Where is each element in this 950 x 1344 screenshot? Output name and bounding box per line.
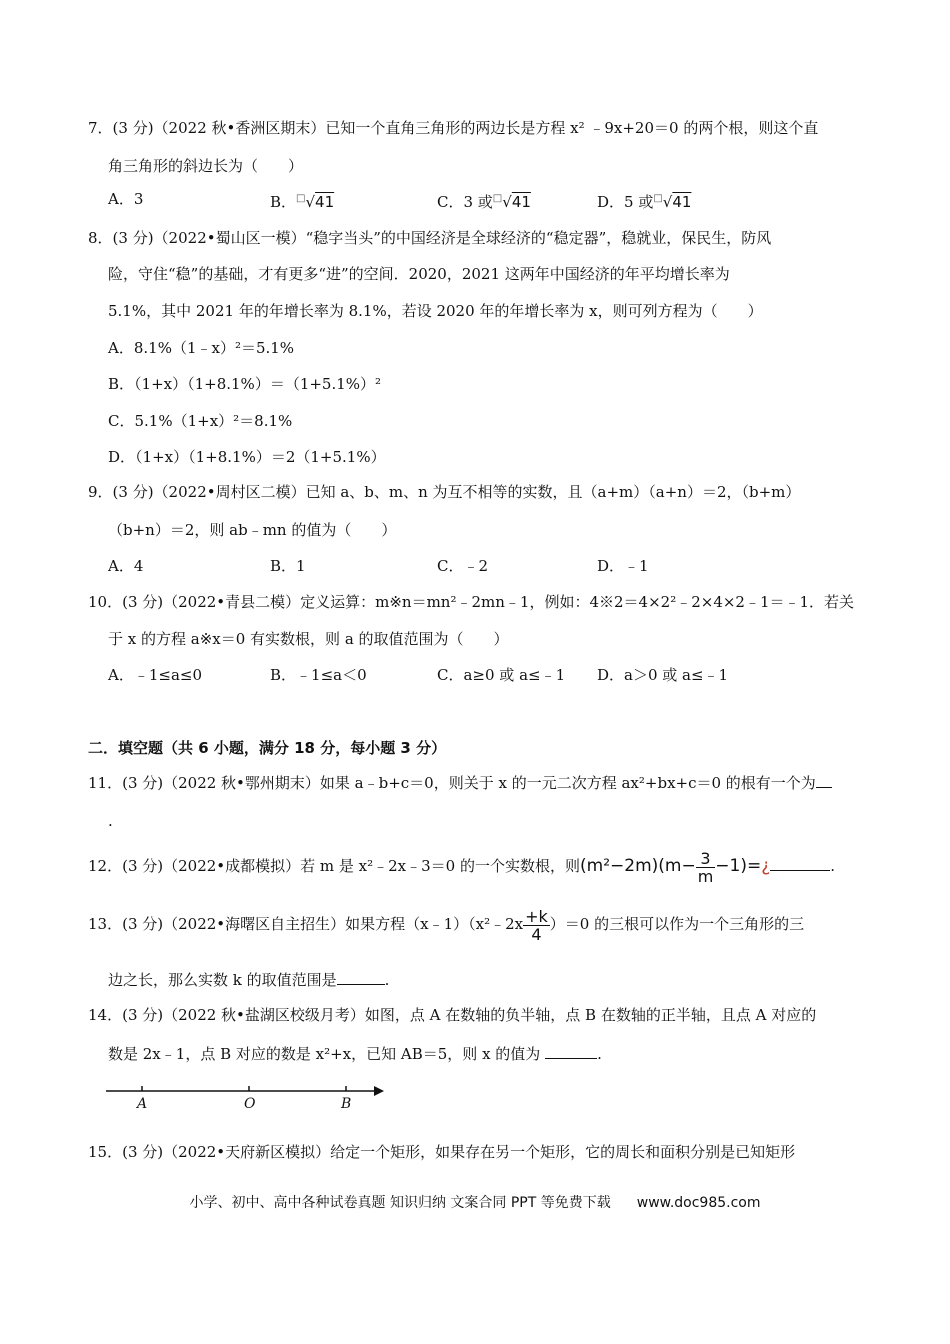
number-line-figure xyxy=(104,1080,394,1114)
q10-option-b: B．﹣1≤a＜0 xyxy=(270,666,367,684)
q12-expression-right: −1)= xyxy=(715,856,762,876)
q8-line3: 5.1%，其中 2021 年的年增长率为 8.1%，若设 2020 年的年增长率为 x，则可列方程为（ ） xyxy=(108,302,763,320)
q8-option-d: D．（1+x）（1+8.1%）＝2（1+5.1%） xyxy=(108,448,386,466)
fraction-numerator: 3 xyxy=(696,850,716,868)
number-line-arrow xyxy=(374,1086,384,1096)
q10-line2: 于 x 的方程 a※x＝0 有实数根，则 a 的取值范围为（ ） xyxy=(108,630,509,648)
q9-option-b: B．1 xyxy=(270,557,306,575)
footer-site-link[interactable]: www.doc985.com xyxy=(636,1195,761,1211)
q13-suffix: ）＝0 的三根可以作为一个三角形的三 xyxy=(549,915,805,933)
q8-option-b: B．（1+x）（1+8.1%）＝（1+5.1%）² xyxy=(108,375,382,393)
q13-line2-text: 边之长，那么实数 k 的取值范围是 xyxy=(108,971,337,989)
q12-garbled-char: ¿ xyxy=(761,856,771,876)
q14-line2 xyxy=(108,1044,602,1064)
q12-line xyxy=(88,846,835,886)
q11-text: 11．(3 分)（2022 秋•鄂州期末）如果 a﹣b+c＝0，则关于 x 的一元二次方程 ax²+bx+c＝0 的根有一个为 xyxy=(88,774,816,792)
option-prefix: B． xyxy=(270,193,297,211)
radicand: 41 xyxy=(315,193,335,211)
answer-blank[interactable] xyxy=(545,1044,597,1059)
q8-line1: 8．(3 分)（2022•蜀山区一模）“稳字当头”的中国经济是全球经济的“稳定器”，稳就业，保民生，防风 xyxy=(88,229,772,247)
section-heading: 二．填空题（共 6 小题，满分 18 分，每小题 3 分） xyxy=(88,739,447,757)
q13-line2 xyxy=(108,970,389,990)
q7-option-c xyxy=(437,189,531,212)
q12-prefix: 12．(3 分)（2022•成都模拟）若 m 是 x²﹣2x﹣3＝0 的一个实数根，则 xyxy=(88,857,580,875)
option-prefix: C．3 或 xyxy=(437,193,493,211)
answer-blank[interactable] xyxy=(816,773,832,788)
q10-option-c: C．a≥0 或 a≤﹣1 xyxy=(437,666,566,684)
radical-expression xyxy=(493,193,531,211)
q8-option-a: A．8.1%（1﹣x）²＝5.1% xyxy=(108,339,295,357)
q13-fraction xyxy=(523,908,550,943)
q14-line2-end: . xyxy=(597,1045,602,1063)
q14-line1: 14．(3 分)（2022 秋•盐湖区校级月考）如图，点 A 在数轴的负半轴，点 B 在数轴的正半轴，且点 A 对应的 xyxy=(88,1006,817,1024)
q9-option-d: D．﹣1 xyxy=(597,557,649,575)
q7-option-b xyxy=(270,189,334,212)
radical-sign: √ xyxy=(305,193,316,211)
fraction-numerator: +k xyxy=(525,906,548,926)
radical-index: □ xyxy=(653,193,663,204)
q9-line2: （b+n）＝2，则 ab﹣mn 的值为（ ） xyxy=(108,521,397,539)
q12-fraction xyxy=(696,850,716,885)
label-o: O xyxy=(244,1096,256,1112)
q14-line2-text: 数是 2x﹣1，点 B 对应的数是 x²+x，已知 AB＝5，则 x 的值为 xyxy=(108,1045,541,1063)
q8-line2: 险，守住“稳”的基础，才有更多“进”的空间．2020，2021 这两年中国经济的年平均增长率为 xyxy=(108,265,730,283)
q9-line1: 9．(3 分)（2022•周村区二模）已知 a、b、m、n 为互不相等的实数，且（a+m）（a+n）＝2，（b+m） xyxy=(88,483,801,501)
q10-line1: 10．(3 分)（2022•青县二模）定义运算：m※n＝mn²﹣2mn﹣1，例如：4※2＝4×2²﹣2×4×2﹣1＝﹣1．若关 xyxy=(88,593,855,611)
q10-option-a: A．﹣1≤a≤0 xyxy=(108,666,202,684)
option-prefix: D．5 或 xyxy=(597,193,654,211)
q11-line2: . xyxy=(108,812,113,830)
fraction-denominator: 4 xyxy=(531,924,542,944)
q15-line1: 15．(3 分)（2022•天府新区模拟）给定一个矩形，如果存在另一个矩形，它的周长和面积分别是已知矩形 xyxy=(88,1143,796,1161)
page-footer xyxy=(0,1192,950,1212)
label-b: B xyxy=(341,1096,352,1112)
q7-option-d xyxy=(597,189,691,212)
radical-expression xyxy=(653,193,691,211)
answer-blank[interactable] xyxy=(337,970,385,985)
radicand: 41 xyxy=(511,193,531,211)
radical-sign: √ xyxy=(502,193,512,211)
footer-text: 小学、初中、高中各种试卷真题 知识归纳 文案合同 PPT 等免费下载 xyxy=(189,1195,611,1211)
answer-blank[interactable] xyxy=(770,856,830,871)
q13-line2-end: . xyxy=(384,971,390,989)
radical-index: □ xyxy=(492,193,503,204)
radicand: 41 xyxy=(672,193,692,211)
radical-expression xyxy=(296,193,334,211)
radical-sign: √ xyxy=(662,193,673,211)
q13-line1 xyxy=(88,904,804,944)
q9-option-a: A．4 xyxy=(108,557,144,575)
q7-line1: 7．(3 分)（2022 秋•香洲区期末）已知一个直角三角形的两边长是方程 x² ﹣9x+20＝0 的两个根，则这个直 xyxy=(88,119,819,137)
q8-option-c: C．5.1%（1+x）²＝8.1% xyxy=(108,412,293,430)
q10-option-d: D．a＞0 或 a≤﹣1 xyxy=(597,666,729,684)
q7-option-a: A．3 xyxy=(108,190,144,208)
q12-suffix: . xyxy=(830,857,836,875)
q13-prefix: 13．(3 分)（2022•海曙区自主招生）如果方程（x﹣1）（x²﹣2x xyxy=(88,915,524,933)
q11-line1 xyxy=(88,773,832,793)
q9-option-c: C．﹣2 xyxy=(437,557,489,575)
q12-expression-left: (m²−2m)(m− xyxy=(580,856,696,876)
radical-index: □ xyxy=(296,193,306,204)
q7-line2: 角三角形的斜边长为（ ） xyxy=(108,157,304,175)
fraction-denominator: m xyxy=(697,866,714,886)
label-a: A xyxy=(137,1096,148,1112)
